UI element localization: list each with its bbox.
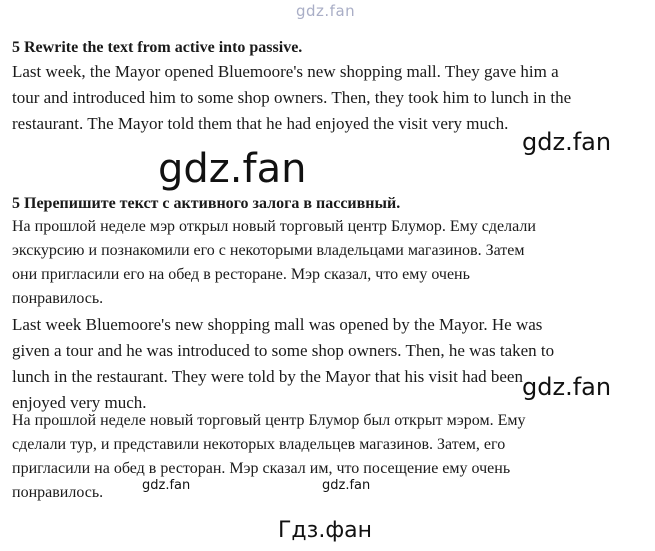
task-english-heading: 5 Rewrite the text from active into passive. xyxy=(12,39,303,56)
answer-english xyxy=(12,312,648,416)
watermark-right-upper: gdz.fan xyxy=(522,128,612,156)
task-russian-line: На прошлой неделе мэр открыл новый торговый центр Блумор. Ему сделали xyxy=(12,218,536,235)
answer-english-line: Last week Bluemoore's new shopping mall was opened by the Mayor. He was xyxy=(12,315,543,334)
watermark-small-center: gdz.fan xyxy=(322,478,371,493)
answer-russian-line: пригласили на обед в ресторан. Мэр сказал им, что посещение ему очень xyxy=(12,460,511,477)
answer-russian-line: сделали тур, и представили некоторых владельцев магазинов. Затем, его xyxy=(12,436,506,453)
watermark-small-left: gdz.fan xyxy=(142,478,191,493)
answer-english-line: lunch in the restaurant. They were told by the Mayor that his visit had been xyxy=(12,367,523,386)
task-russian-text xyxy=(12,215,648,311)
task-russian-line: они пригласили его на обед в ресторане. Мэр сказал, что ему очень xyxy=(12,266,470,283)
task-english-line: tour and introduced him to some shop owners. Then, they took him to lunch in the xyxy=(12,88,572,107)
answer-russian-line: На прошлой неделе новый торговый центр Блумор был открыт мэром. Ему xyxy=(12,412,526,429)
task-russian-line: экскурсию и познакомили его с некоторыми владельцами магазинов. Затем xyxy=(12,242,525,259)
watermark-large: gdz.fan xyxy=(158,146,307,192)
watermark-top: gdz.fan xyxy=(296,2,356,20)
task-english xyxy=(12,37,648,137)
task-english-text xyxy=(12,59,648,137)
task-russian-line: понравилось. xyxy=(12,290,104,307)
answer-english-line: given a tour and he was introduced to some shop owners. Then, he was taken to xyxy=(12,341,555,360)
answer-english-line: enjoyed very much. xyxy=(12,393,147,412)
answer-russian-line: понравилось. xyxy=(12,484,104,501)
task-russian xyxy=(12,193,648,311)
watermark-bottom: Гдз.фан xyxy=(278,518,372,543)
task-russian-heading: 5 Перепишите текст с активного залога в пассивный. xyxy=(12,195,401,212)
watermark-right-lower: gdz.fan xyxy=(522,373,612,401)
answer-russian xyxy=(12,409,648,505)
task-english-line: Last week, the Mayor opened Bluemoore's new shopping mall. They gave him a xyxy=(12,62,559,81)
task-english-line: restaurant. The Mayor told them that he had enjoyed the visit very much. xyxy=(12,114,509,133)
